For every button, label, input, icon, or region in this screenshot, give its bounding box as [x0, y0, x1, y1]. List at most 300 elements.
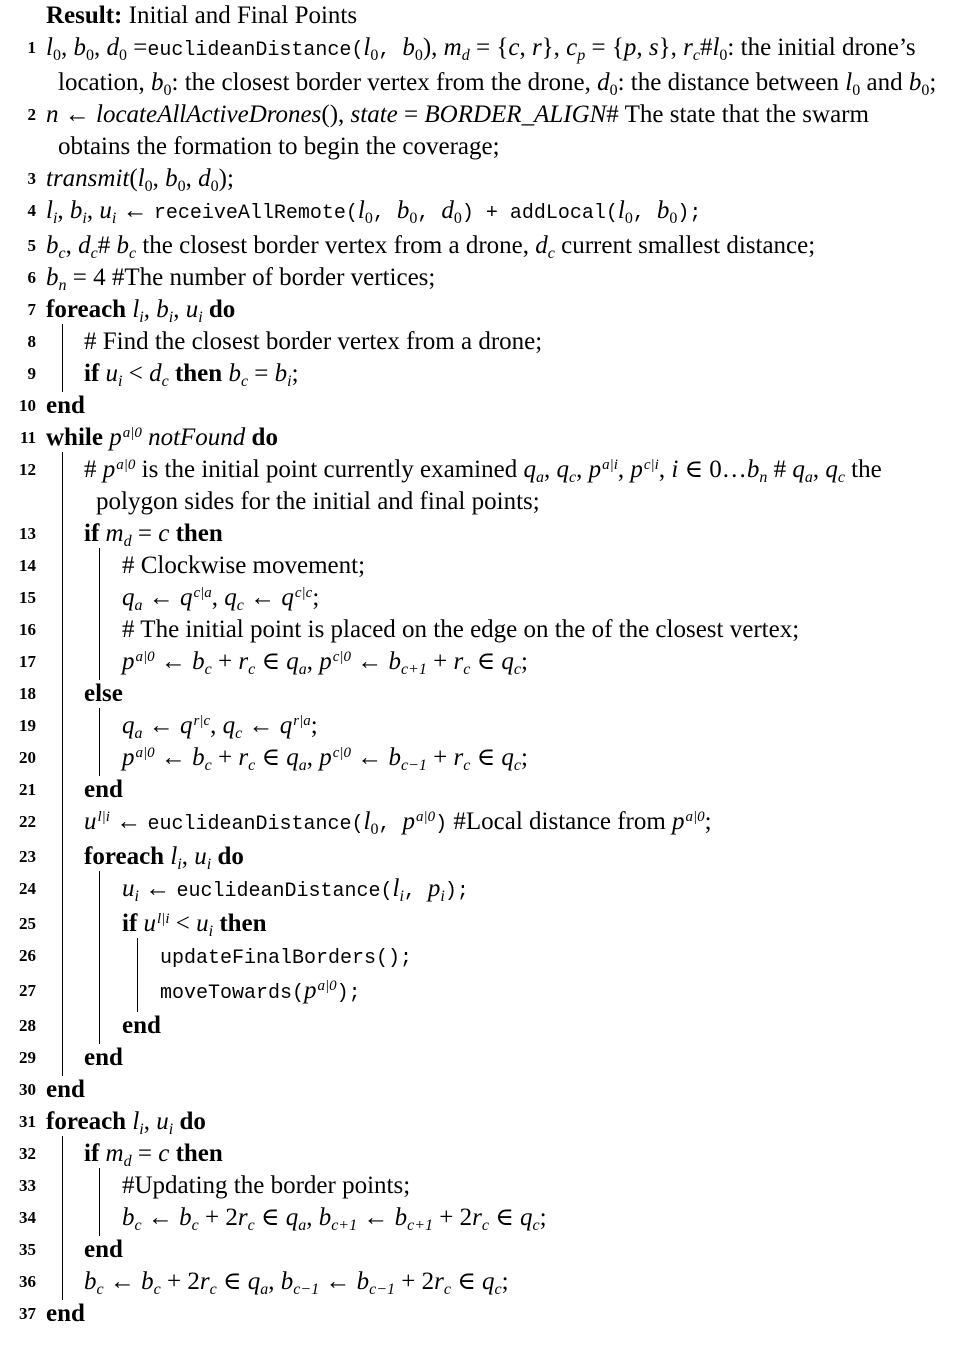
math-text: r [683, 34, 693, 61]
math-text: b [141, 1268, 154, 1295]
math-subscript: 0 [921, 82, 930, 99]
math-text: q [281, 584, 294, 611]
text: ; [520, 648, 528, 675]
math-text: i [671, 456, 679, 483]
code-text: , [632, 202, 657, 225]
text: and [860, 69, 909, 96]
math-text: l [132, 296, 140, 323]
math-subscript: c [513, 661, 521, 678]
math-subscript: c [692, 47, 700, 64]
math-superscript-subscript: a|0 [685, 809, 705, 825]
math-text: p [122, 744, 135, 771]
math-text: b [280, 1268, 294, 1295]
text: # Clockwise movement; [122, 552, 366, 579]
math-subscript: c [209, 1281, 217, 1298]
text: + 2 [433, 1204, 473, 1231]
math-subscript: 0 [453, 210, 462, 227]
keyword: then [168, 360, 229, 387]
line-number: 17 [19, 652, 36, 671]
math-subscript: 0 [163, 82, 172, 99]
math-text: transmit [46, 165, 130, 192]
math-text: b [156, 296, 169, 323]
keyword: end [84, 776, 123, 803]
math-subscript: c+1 [407, 1217, 433, 1234]
text: , [576, 456, 589, 483]
math-text: q [286, 648, 299, 675]
line-number: 28 [19, 1016, 36, 1035]
math-subscript: c [494, 1281, 502, 1298]
text: = [131, 520, 159, 547]
keyword: if [84, 520, 106, 547]
line-number: 20 [19, 748, 36, 767]
math-text: q [279, 712, 293, 739]
text: , [812, 456, 826, 483]
line-number: 36 [19, 1272, 36, 1291]
math-text: m [443, 34, 462, 61]
math-subscript: i [198, 309, 203, 326]
math-text: c [566, 34, 578, 61]
math-subscript: i [139, 309, 144, 326]
math-text: u [84, 808, 97, 835]
code-text: , [378, 39, 403, 62]
math-text: l [46, 34, 53, 61]
keyword: do [245, 424, 278, 451]
math-text: b [116, 232, 129, 259]
math-text: q [825, 456, 838, 483]
math-text: d [198, 165, 211, 192]
math-text: b [192, 648, 205, 675]
text: ; [291, 360, 299, 387]
algorithm-line [0, 1202, 940, 1234]
math-superscript-subscript: l|i [157, 911, 170, 927]
math-text: b [122, 1204, 135, 1231]
line-number: 8 [27, 332, 36, 351]
text: ; [539, 1204, 547, 1231]
math-superscript-subscript: r|a [293, 713, 311, 729]
math-text: d [106, 34, 119, 61]
math-text: q [247, 1268, 261, 1295]
math-text: m [105, 520, 124, 547]
math-subscript: d [123, 533, 132, 550]
text: , [306, 648, 320, 675]
math-subscript: c [134, 1217, 142, 1234]
math-subscript: d [461, 47, 470, 64]
text: ← [154, 648, 193, 675]
math-text: b [69, 197, 83, 224]
text: + [426, 648, 454, 675]
line-number: 29 [19, 1048, 36, 1067]
math-superscript-subscript: a|0 [135, 649, 155, 665]
algorithm-line [0, 1010, 940, 1042]
math-subscript: 0 [669, 210, 678, 227]
text: = [131, 1140, 159, 1167]
line-number: 5 [27, 236, 36, 255]
text: ∈ [216, 1268, 248, 1295]
math-subscript: c [236, 597, 244, 614]
keyword: end [46, 1300, 85, 1327]
text: # [84, 456, 103, 483]
math-subscript: c [128, 245, 137, 262]
line-number: 26 [19, 946, 36, 965]
text: < [122, 360, 150, 387]
math-text: d [149, 360, 162, 387]
code-text: ); [336, 982, 361, 1005]
math-subscript: d [123, 1153, 132, 1170]
code-text: , [378, 813, 403, 836]
math-text: q [286, 744, 299, 771]
math-subscript: c [191, 1217, 199, 1234]
math-text: b [908, 69, 922, 96]
math-subscript: c [547, 245, 555, 262]
text: ∈ [470, 744, 502, 771]
text: ∈ [255, 648, 287, 675]
math-text: q [180, 584, 193, 611]
math-superscript-subscript: a|0 [415, 809, 436, 825]
algorithm-line [0, 1042, 940, 1074]
algorithm-line [0, 518, 940, 550]
text: = { [469, 34, 509, 61]
keyword: foreach [46, 296, 133, 323]
text: # The initial point is placed on the edge on the of the closest vertex; [122, 616, 800, 643]
code-text: moveTowards( [160, 982, 305, 1005]
math-text: b [318, 1204, 332, 1231]
text: ); [218, 165, 234, 192]
text: ← [357, 1204, 395, 1231]
math-text: b [388, 648, 401, 675]
math-text: l [363, 34, 371, 61]
math-subscript: 0 [719, 47, 728, 64]
math-text: b [73, 34, 86, 61]
line-number: 15 [19, 588, 36, 607]
math-text: notFound [141, 424, 246, 451]
math-subscript: c−1 [293, 1281, 320, 1298]
math-text: q [222, 712, 236, 739]
code-text: euclideanDistance( [176, 880, 393, 903]
line-number: 11 [19, 428, 36, 447]
math-subscript: 0 [409, 210, 418, 227]
algorithm-line [0, 1234, 940, 1266]
text: , [65, 232, 79, 259]
code-text: , [403, 880, 428, 903]
line-number: 31 [19, 1112, 36, 1131]
math-text: d [597, 69, 610, 96]
math-text: c [158, 1140, 170, 1167]
text: the closest border vertex from a drone, [136, 232, 536, 259]
math-text: u [185, 296, 199, 323]
text: = 4 #The number of border vertices; [66, 264, 436, 291]
algorithm-line [0, 99, 940, 163]
math-text: r [238, 744, 249, 771]
math-subscript: c [90, 245, 98, 262]
keyword: foreach [84, 843, 171, 870]
text: # [767, 456, 793, 483]
algorithm-line [0, 873, 940, 908]
math-text: p [623, 34, 637, 61]
result-label: Result: [46, 2, 123, 29]
math-subscript: a [134, 725, 143, 742]
math-text: l [392, 875, 400, 902]
math-subscript: c [568, 469, 577, 486]
math-text: l [170, 843, 178, 870]
math-text: b [84, 1268, 97, 1295]
text: ← [103, 1268, 142, 1295]
keyword: foreach [46, 1108, 133, 1135]
text: ∈ 0… [678, 456, 747, 483]
math-text: q [556, 456, 569, 483]
text: , [143, 296, 157, 323]
math-text: p [319, 648, 332, 675]
math-subscript: 0 [624, 210, 633, 227]
math-text: r [472, 1204, 482, 1231]
code-text: euclideanDistance( [147, 39, 364, 62]
math-text: q [501, 648, 514, 675]
text: # [699, 34, 713, 61]
code-text: euclideanDistance( [147, 813, 364, 836]
math-subscript: c+1 [400, 661, 427, 678]
math-subscript: i [111, 210, 117, 227]
code-text: ) + addLocal( [461, 202, 618, 225]
math-superscript-subscript: a|0 [317, 978, 337, 994]
math-text: r [238, 648, 249, 675]
keyword: else [84, 680, 123, 707]
math-subscript: c−1 [369, 1281, 395, 1298]
text: ← [142, 712, 180, 739]
text: , [181, 843, 195, 870]
math-text: r [453, 744, 464, 771]
algorithm-line [0, 678, 940, 710]
keyword: if [84, 360, 106, 387]
math-subscript: 0 [144, 178, 153, 195]
math-superscript-subscript: r|c [193, 713, 211, 729]
text: + 2 [395, 1268, 435, 1295]
math-text: l [46, 197, 53, 224]
keyword: end [46, 392, 85, 419]
math-text: p [427, 875, 441, 902]
algorithm-line [0, 710, 940, 742]
text: ∈ [450, 1268, 482, 1295]
algorithm-line [0, 940, 940, 975]
algorithm-line [0, 975, 940, 1010]
text: ← [154, 744, 193, 771]
text: , [658, 456, 672, 483]
algorithm-line [0, 195, 940, 230]
line-number: 10 [19, 396, 36, 415]
line-number: 34 [19, 1208, 36, 1227]
math-text: l [137, 165, 145, 192]
text: the polygon sides for the initial and final points; [96, 456, 882, 515]
math-subscript: c−1 [400, 757, 427, 774]
math-subscript: a [298, 757, 307, 774]
line-number: 24 [19, 879, 36, 898]
math-text: d [78, 232, 91, 259]
text: ∈ [470, 648, 502, 675]
math-subscript: c [481, 1217, 489, 1234]
text: : the distance between [617, 69, 846, 96]
math-subscript: 0 [852, 82, 861, 99]
algorithm-line [0, 294, 940, 326]
math-text: l [357, 197, 365, 224]
text: ← [138, 875, 177, 902]
math-subscript: i [168, 1121, 174, 1138]
math-text: l [845, 69, 853, 96]
math-superscript-subscript: a|i [602, 457, 618, 473]
keyword: do [202, 296, 236, 323]
math-text: b [394, 1204, 408, 1231]
math-text: b [388, 744, 401, 771]
math-subscript: 0 [370, 821, 379, 838]
algorithm-line [0, 582, 940, 614]
math-subscript: c [235, 725, 243, 742]
math-subscript: c [153, 1281, 161, 1298]
math-subscript: c [58, 245, 66, 262]
math-subscript: 0 [85, 47, 94, 64]
math-text: r [199, 1268, 210, 1295]
math-subscript: i [82, 210, 87, 227]
keyword: do [173, 1108, 206, 1135]
text: , [60, 34, 74, 61]
math-subscript: i [139, 1121, 144, 1138]
block-bar-else-18 [99, 708, 100, 776]
code-text: ); [677, 202, 702, 225]
keyword: do [211, 843, 244, 870]
text: , [519, 34, 532, 61]
math-text: b [165, 165, 178, 192]
math-subscript: a [298, 1217, 307, 1234]
math-subscript: c [247, 1217, 255, 1234]
keyword: end [84, 1236, 123, 1263]
math-text: p [102, 456, 116, 483]
algorithm-line [0, 1074, 940, 1106]
math-subscript: i [134, 888, 139, 905]
algorithm-line [0, 390, 940, 422]
text: , [57, 197, 70, 224]
text: + [426, 744, 454, 771]
line-number: 4 [27, 201, 36, 220]
math-subscript: c [96, 1281, 104, 1298]
text: ← [142, 584, 180, 611]
math-text: d [535, 232, 548, 259]
math-text: p [672, 808, 685, 835]
text: , [636, 34, 649, 61]
code-text: , [417, 202, 442, 225]
block-bar-if-25 [137, 938, 138, 1012]
text: + [211, 744, 239, 771]
math-text: q [224, 584, 237, 611]
math-text: q [519, 1204, 533, 1231]
result-text: Initial and Final Points [122, 2, 358, 29]
math-superscript-subscript: c|0 [332, 649, 351, 665]
code-text: ) [435, 813, 448, 836]
algorithm-line [0, 614, 940, 646]
keyword: then [169, 520, 223, 547]
algorithm-line [0, 163, 940, 195]
math-text: r [531, 34, 542, 61]
math-text: q [180, 712, 193, 739]
keyword: end [122, 1012, 161, 1039]
line-number: 30 [19, 1080, 36, 1099]
math-text: b [274, 360, 288, 387]
algorithm-line [0, 1106, 940, 1138]
text: ; [312, 584, 320, 611]
math-subscript: n [58, 277, 67, 294]
code-text: , [372, 202, 397, 225]
math-subscript: c+1 [331, 1217, 358, 1234]
math-subscript: i [287, 373, 292, 390]
math-superscript-subscript: c|a [193, 585, 212, 601]
math-text: c [158, 520, 170, 547]
math-text: u [194, 843, 207, 870]
text: ∈ [488, 1204, 520, 1231]
text: , [617, 456, 631, 483]
text: , [152, 165, 166, 192]
math-text: b [356, 1268, 370, 1295]
math-subscript: a [134, 597, 143, 614]
text: , [93, 34, 107, 61]
keyword: then [169, 1140, 223, 1167]
text: ( [129, 165, 138, 192]
line-number: 33 [19, 1176, 36, 1195]
text: ← [58, 101, 96, 128]
math-text: BORDER_ALIGN [424, 101, 607, 128]
math-text: u [196, 910, 209, 937]
math-subscript: a [298, 661, 307, 678]
line-number: 2 [27, 105, 36, 124]
text: , [211, 584, 225, 611]
text: # [97, 232, 117, 259]
math-subscript: 0 [370, 47, 379, 64]
line-number: 3 [27, 169, 36, 188]
math-subscript: c [248, 757, 256, 774]
math-text: u [99, 197, 112, 224]
math-subscript: 0 [364, 210, 373, 227]
text: ← [242, 712, 280, 739]
line-number: 25 [19, 914, 36, 933]
text: ← [319, 1268, 357, 1295]
line-number: 9 [27, 364, 36, 383]
math-subscript: c [837, 469, 845, 486]
math-text: q [122, 584, 135, 611]
math-subscript: 0 [177, 178, 186, 195]
algorithm-line [0, 326, 940, 358]
math-subscript: i [208, 923, 214, 940]
math-text: q [792, 456, 805, 483]
algorithm-line [0, 230, 940, 262]
math-subscript: n [759, 469, 768, 486]
text: ← [109, 808, 148, 835]
math-subscript: 0 [52, 47, 61, 64]
math-text: q [122, 712, 135, 739]
text: current smallest distance; [554, 232, 816, 259]
text: ; [501, 1268, 509, 1295]
text: ← [243, 584, 282, 611]
line-number: 23 [19, 847, 36, 866]
block-bar-foreach-23 [99, 871, 100, 1044]
math-text: b [46, 264, 59, 291]
math-text: s [648, 34, 659, 61]
line-number: 32 [19, 1144, 36, 1163]
algorithm-line [0, 806, 940, 841]
math-superscript-subscript: a|0 [116, 457, 136, 473]
math-subscript: c [240, 373, 249, 390]
line-number: 12 [19, 460, 36, 479]
math-text: d [441, 197, 454, 224]
text: = [248, 360, 275, 387]
text: ; [704, 808, 712, 835]
math-subscript: a [804, 469, 813, 486]
math-text: locateAllActiveDrones [96, 101, 322, 128]
math-subscript: i [168, 309, 174, 326]
text: (), [321, 101, 351, 128]
